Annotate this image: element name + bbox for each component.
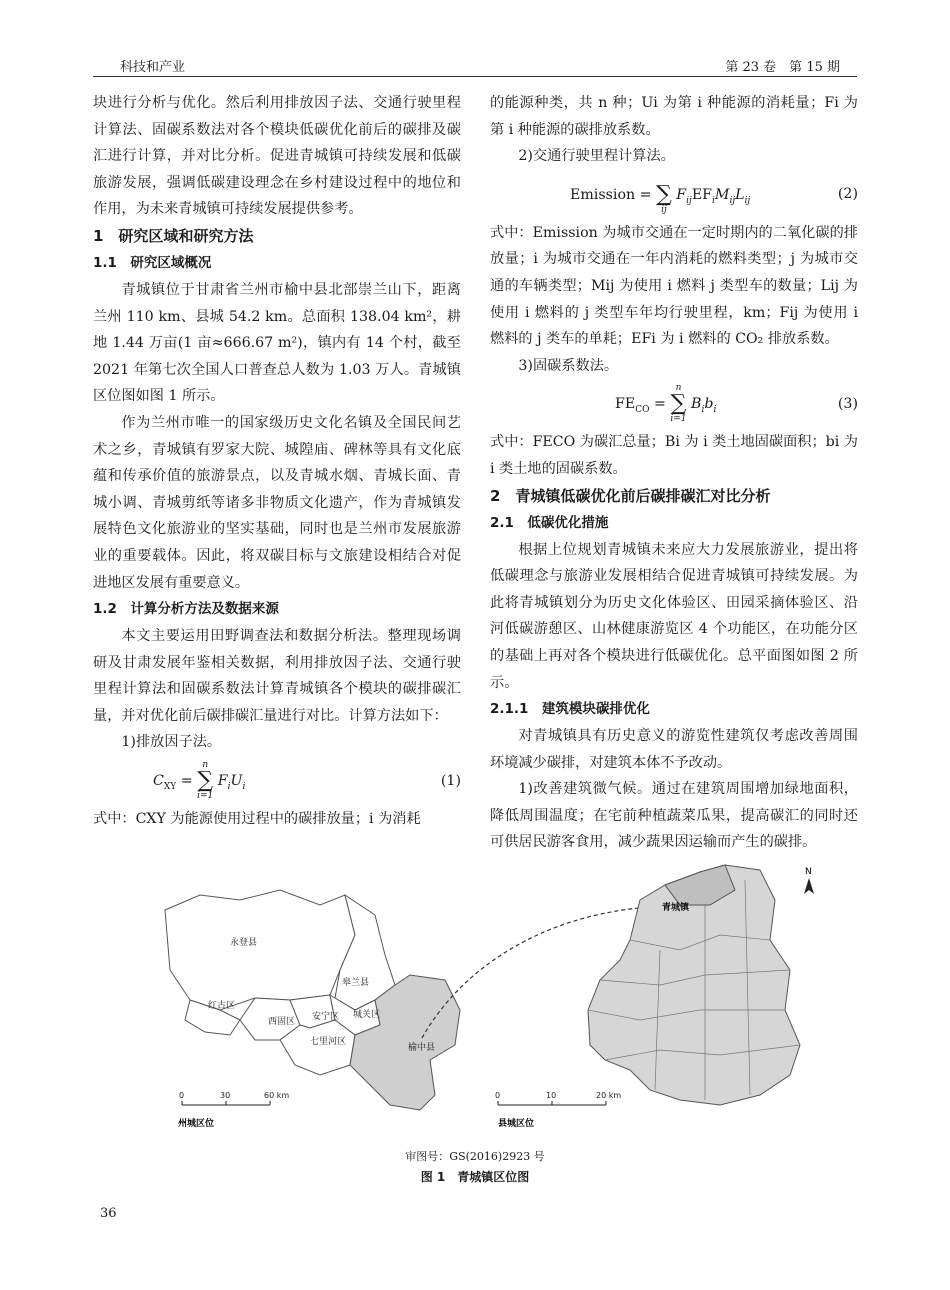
paragraph: 青城镇位于甘肃省兰州市榆中县北部崇兰山下，距离兰州 110 km、县城 54.2 km。总面积 138.04 km²，耕地 1.44 万亩(1 亩≈666.67 m²)，镇内有 14 个村，截至 2021 年第七次全国人口普查总人数为 1.03 万人。青城镇区位图如图 1 所示。 [93, 281, 461, 405]
equation-3-number: (3) [837, 396, 858, 413]
section-heading-1: 1 研究区域和研究方法 [93, 226, 254, 245]
right-scale-bar [495, 1091, 621, 1105]
map-right-title: 县城区位 [498, 1119, 535, 1129]
equation-1-body: $C_{XY}$ = n ∑ i=1 $F_iU_i$ [153, 760, 246, 802]
section-heading-1-1: 1.1 研究区域概况 [93, 254, 212, 271]
scale-left-60: 60 km [264, 1091, 290, 1100]
left-scale-bar [179, 1091, 289, 1105]
paragraph: 本文主要运用田野调查法和数据分析法。整理现场调研及甘肃发展年鉴相关数据，利用排放因子法、交通行驶里程计算法和固碳系数法计算青城镇各个模块的碳排碳汇量，并对优化前后碳排碳汇量进行对比。计算方法如下： [93, 628, 461, 724]
label-gaolan: 皋兰县 [342, 978, 370, 988]
paragraph: 根据上位规划青城镇未来应大力发展旅游业，提出将低碳理念与旅游业发展相结合促进青城镇可持续发展。为此将青城镇划分为历史文化体验区、田园采摘体验区、沿河低碳游憩区、山林健康游览区 4 个功能区，在功能分区的基础上再对各个模块进行低碳优化。总平面图如图 2 所示。 [490, 541, 858, 691]
scale-left-0: 0 [179, 1091, 185, 1100]
equation-2-number: (2) [837, 186, 858, 203]
scale-right-20: 20 km [596, 1091, 622, 1100]
label-yongdeng: 永登县 [230, 938, 258, 948]
map-left-title: 州城区位 [178, 1119, 215, 1129]
north-arrow [804, 867, 814, 894]
section-heading-2-1: 2.1 低碳优化措施 [490, 514, 609, 531]
north-label: N [805, 867, 812, 877]
volume-issue: 第 23 卷 第 15 期 [725, 60, 840, 75]
paragraph: 1)改善建筑微气候。通过在建筑周围增加绿地面积，降低周围温度；在宅前种植蔬菜瓜果，提高碳汇的同时还可供居民游客食用，减少蔬果因运输而产生的碳排。 [490, 781, 858, 851]
scale-left-30: 30 [220, 1091, 231, 1100]
paragraph: 的能源种类，共 n 种；Ui 为第 i 种能源的消耗量；Fi 为第 i 种能源的碳排放系数。 [490, 95, 858, 138]
label-qingcheng: 青城镇 [662, 903, 690, 913]
page-number: 36 [100, 1206, 117, 1221]
location-map-figure [160, 860, 860, 1132]
paragraph: 块进行分析与优化。然后利用排放因子法、交通行驶里程计算法、固碳系数法对各个模块低碳优化前后的碳排及碳汇进行计算，并对比分析。促进青城镇可持续发展和低碳旅游发展，强调低碳建设理念在乡村建设过程中的地位和作用，为未来青城镇可持续发展提供参考。 [93, 95, 461, 218]
section-heading-1-2: 1.2 计算分析方法及数据来源 [93, 601, 279, 618]
scale-right-10: 10 [546, 1091, 557, 1100]
equation-3 [490, 379, 858, 429]
equation-1 [93, 756, 461, 806]
method-label-2: 2)交通行驶里程计算法。 [518, 148, 675, 165]
label-honggu: 红古区 [208, 1001, 236, 1011]
figure-caption: 图 1 青城镇区位图 [420, 1170, 530, 1184]
right-column [490, 90, 858, 856]
method-label-1: 1)排放因子法。 [121, 734, 222, 751]
paragraph: 对青城镇具有历史意义的游览性建筑仅考虑改善周围环境减少碳排，对建筑本体不予改动。 [490, 728, 858, 771]
label-xigu: 西固区 [268, 1017, 296, 1027]
section-heading-2: 2 青城镇低碳优化前后碳排碳汇对比分析 [490, 486, 771, 505]
map-approval-number: 审图号：GS(2016)2923 号 [405, 1150, 545, 1163]
left-column [93, 90, 461, 833]
label-qilihe: 七里河区 [310, 1037, 347, 1047]
paragraph: 式中：FECO 为碳汇总量；Bi 为 i 类土地固碳面积；bi 为 i 类土地的固碳系数。 [490, 434, 858, 477]
scale-right-0: 0 [495, 1091, 501, 1100]
method-label-3: 3)固碳系数法。 [518, 357, 619, 374]
map-yongdeng [165, 890, 355, 1010]
equation-2 [490, 170, 858, 220]
header-rule [93, 76, 857, 77]
label-chengguan: 城关区 [353, 1010, 381, 1020]
label-anning: 安宁区 [312, 1012, 340, 1022]
paragraph: 式中：CXY 为能源使用过程中的碳排放量；i 为消耗 [93, 811, 421, 828]
section-heading-2-1-1: 2.1.1 建筑模块碳排优化 [490, 701, 650, 718]
paragraph: 作为兰州市唯一的国家级历史文化名镇及全国民间艺术之乡，青城镇有罗家大院、城隍庙、碑林等具有文化底蕴和传承价值的旅游景点，以及青城水烟、青城长面、青城小调、青城剪纸等诸多非物质文化遗产，作为青城镇发展特色文化旅游业的坚实基础，同时也是兰州市发展旅游业的重要载体。因此，将双碳目标与文旅建设相结合对促进地区发展有重要意义。 [93, 414, 461, 591]
journal-name: 科技和产业 [120, 60, 186, 75]
label-yuzhong: 榆中县 [408, 1043, 436, 1053]
equation-1-number: (1) [440, 772, 461, 789]
paragraph: 式中：Emission 为城市交通在一定时期内的二氧化碳的排放量；i 为城市交通在一年内消耗的燃料类型；j 为城市交通的车辆类型；Mij 为使用 i 燃料 j 类型车的数量；Lij 为使用 i 燃料的 j 类型车年均行驶里程，km；Fij 为使用 i 燃料的 j 类车的单耗；EFi 为 i 燃料的 CO₂ 排放系数。 [490, 224, 858, 348]
equation-3-body: $FE_{CO}$ = n ∑ i=1 $B_ib_i$ [615, 383, 717, 425]
equation-2-body: Emission = ∑ ij $F_{ij}EF_iM_{ij}L_{ij}$ [570, 181, 751, 215]
